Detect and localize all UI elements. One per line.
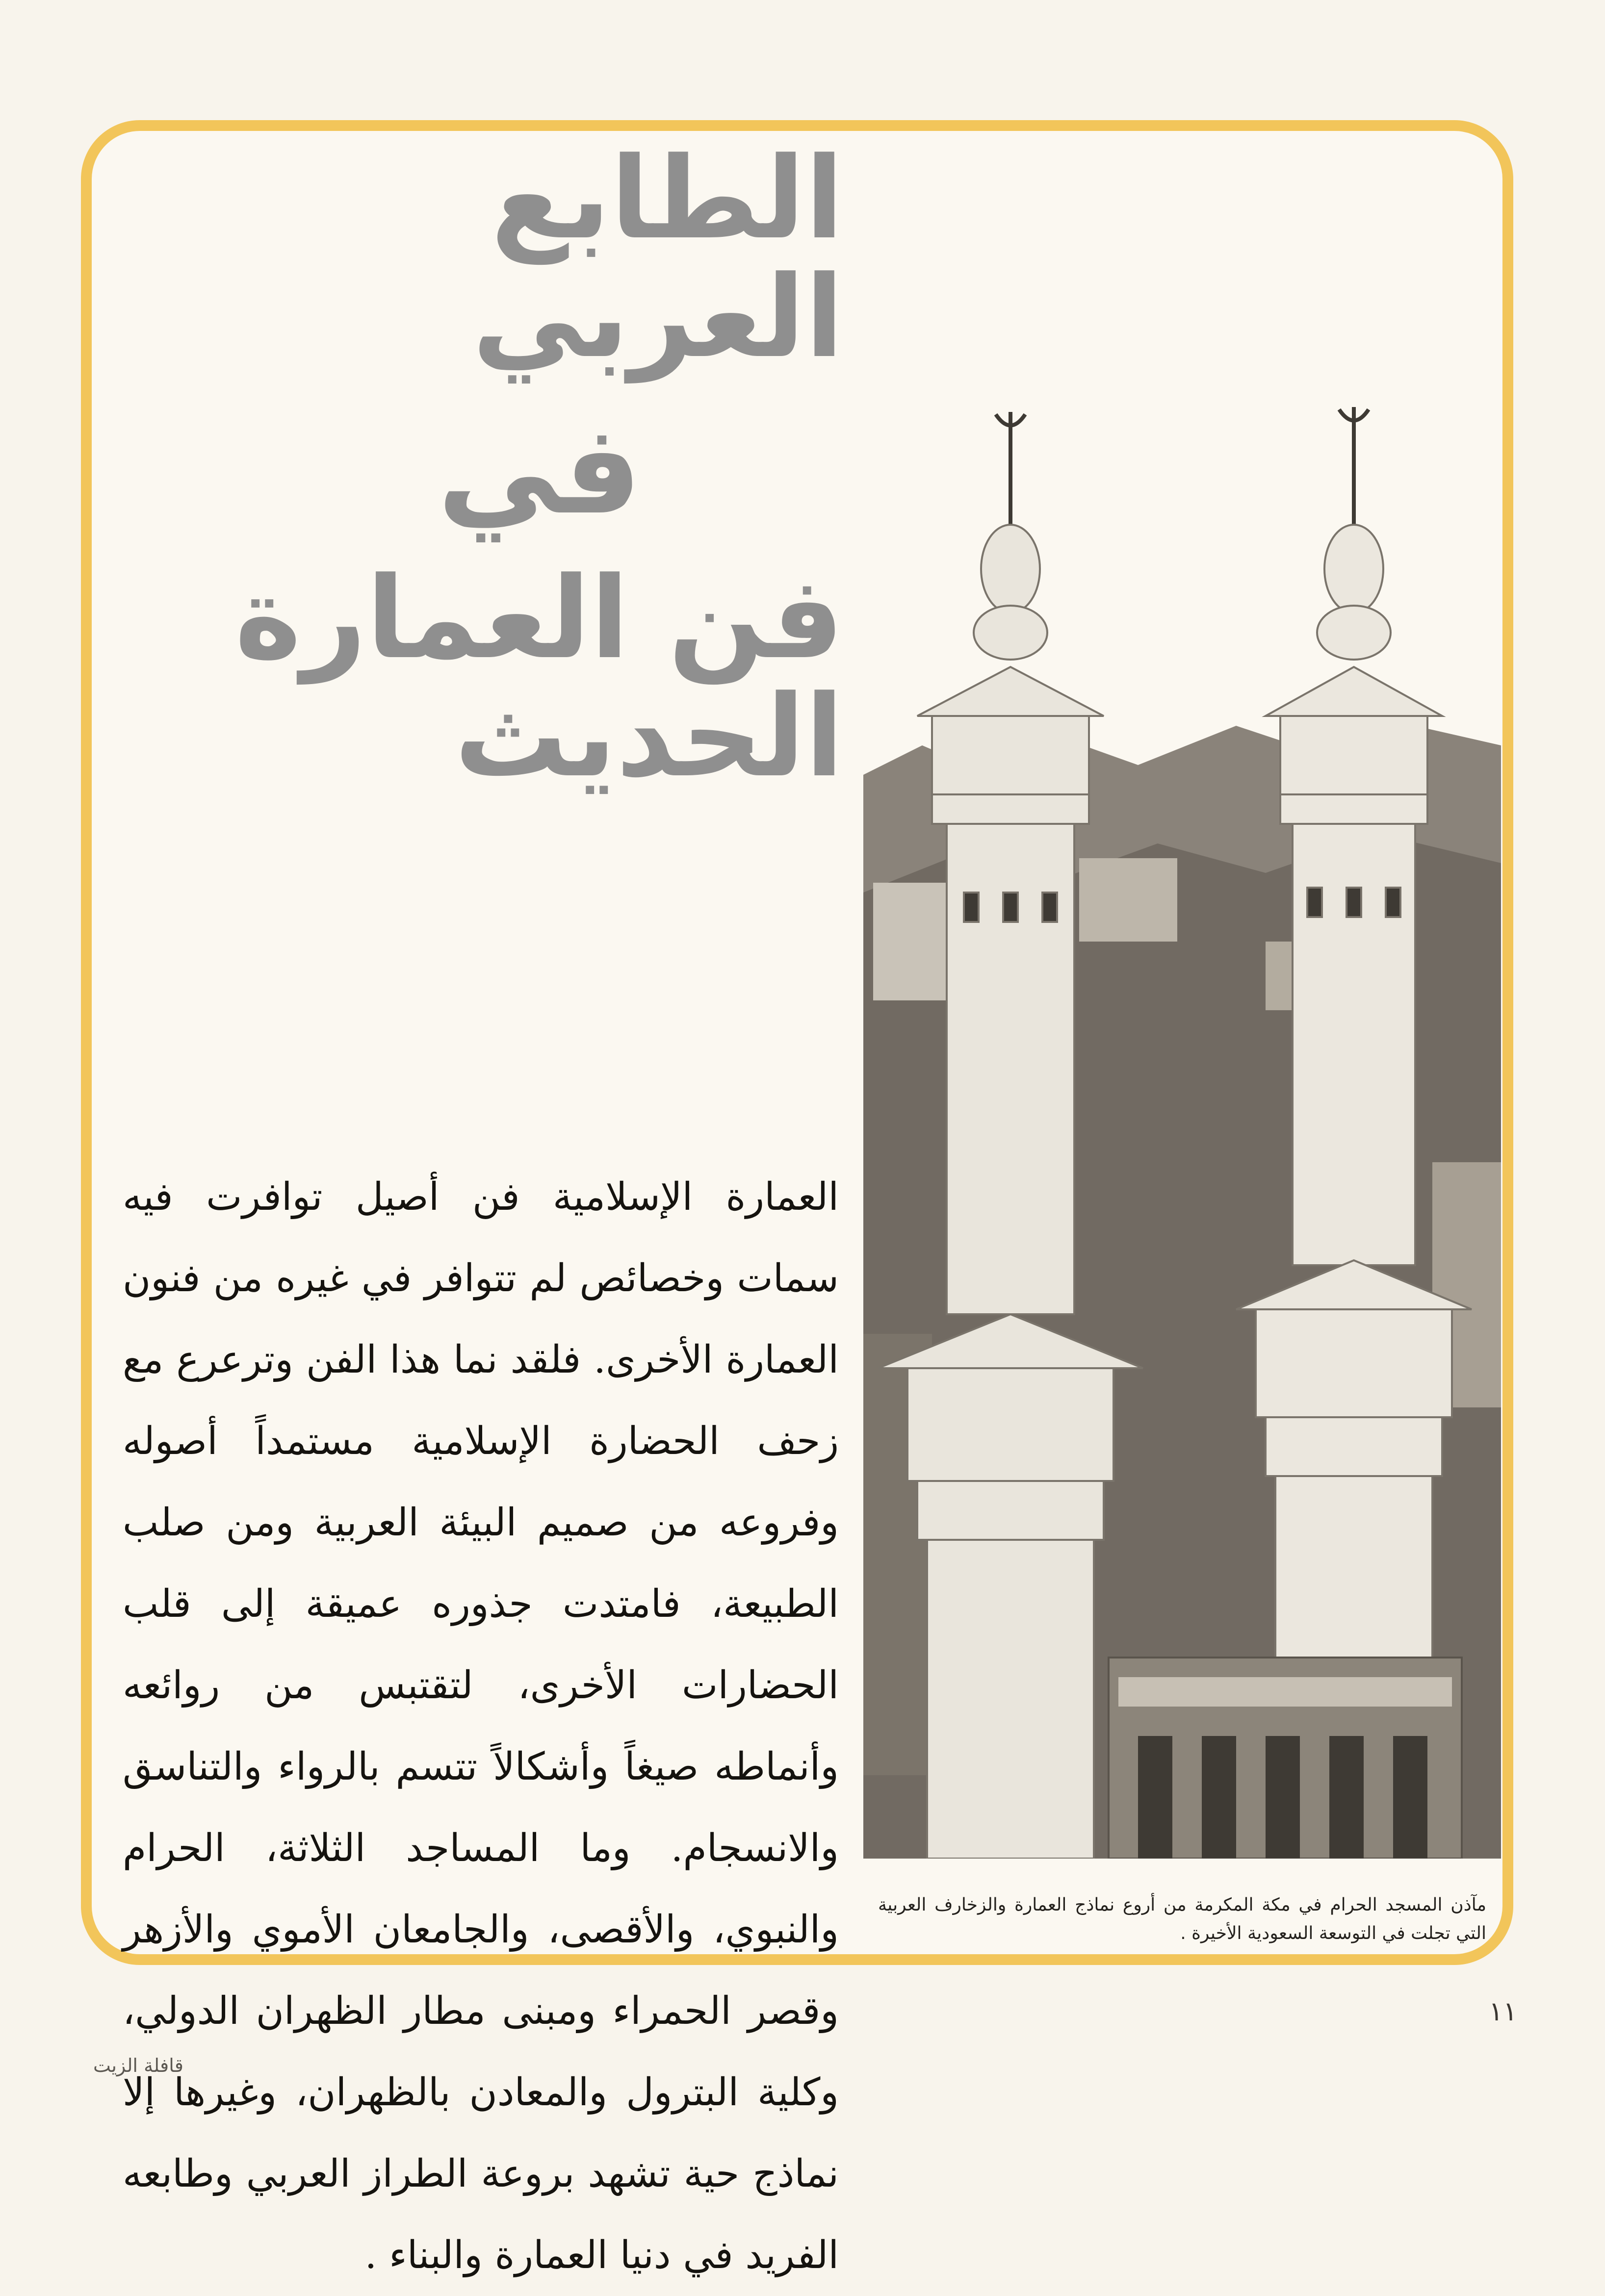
photo-caption: مآذن المسجد الحرام في مكة المكرمة من أروع نماذج العمارة والزخارف العربية التي تجلت في التوسعة السعودية الأخيرة . [878,1895,1486,1943]
minarets-illustration [863,402,1501,1859]
magazine-name: قافلة الزيت [93,2055,183,2076]
title-line-2: في [437,399,642,541]
minarets-photo [863,402,1501,1859]
title-line-3: فن العمارة الحديث [234,553,844,802]
page-number: ١١ [1489,1996,1518,2027]
article-title [206,133,844,802]
title-line-1: الطابع العربي [472,133,844,383]
article-body: العمارة الإسلامية فن أصيل توافرت فيه سمات وخصائص لم تتوافر في غيره من فنون العمارة الأخرى. فلقد نما هذا الفن وترعرع مع زحف الحضارة الإسلامية مستمداً أصوله وفروعه من صميم البيئة العربية ومن صلب الطبيعة، فامتدت جذوره عميقة إلى قلب الحضارات الأخرى، لتقتبس من روائعه وأنماطه صيغاً وأشكالاً تتسم بالرواء والتناسق والانسجام. وما المساجد الثلاثة، الحرام والنبوي، والأقصى، والجامعان الأموي والأزهر وقصر الحمراء ومبنى مطار الظهران الدولي، وكلية البترول والمعادن بالظهران، وغيرها إلا نماذج حية تشهد بروعة الطراز العربي وطابعه الفريد في دنيا العمارة والبناء . [123,1175,839,2277]
